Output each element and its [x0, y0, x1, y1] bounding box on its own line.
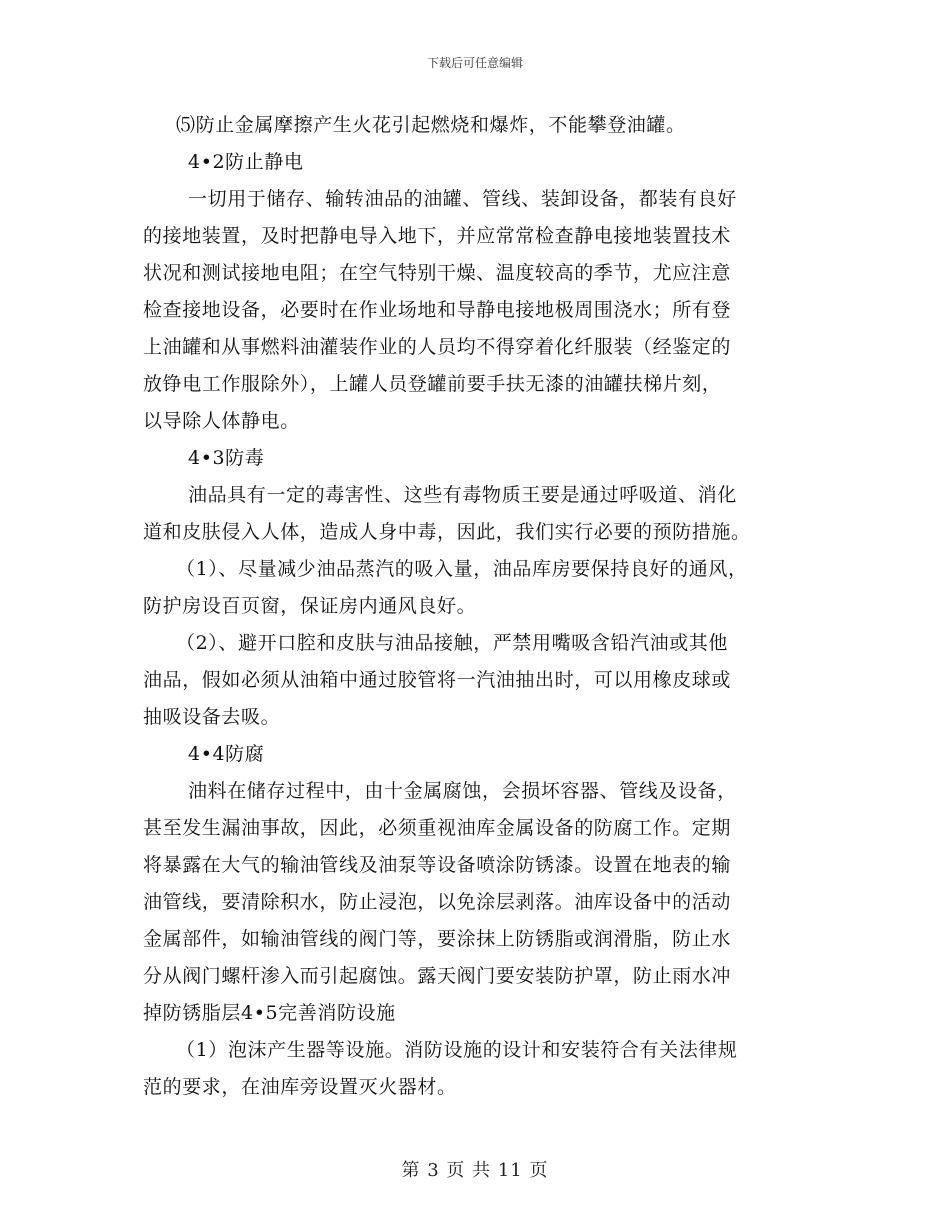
paragraph-line: 抽吸设备去吸。: [143, 706, 281, 728]
page-header: 下载后可任意编辑: [426, 56, 523, 70]
paragraph-line: 油料在储存过程中，由十金属腐蚀，会损坏容器、管线及设备，: [188, 780, 737, 802]
paragraph-line: 一切用于储存、输转油品的油罐、管线、装卸设备，都装有良好: [188, 188, 737, 210]
paragraph-line: 分从阀门螺杆渗入而引起腐蚀。露天阀门要安装防护罩，防止雨水冲: [143, 965, 732, 987]
paragraph-line: 油品具有一定的毒害性、这些有毒物质王要是通过呼吸道、消化: [188, 484, 737, 506]
paragraph-line: 油品，假如必须从油箱中通过胶管将一汽油抽出时，可以用橡皮球或: [143, 669, 732, 691]
paragraph-line: ⑸防止金属摩擦产生火花引起燃烧和爆炸，不能攀登油罐。: [176, 114, 686, 136]
paragraph-line: （1）泡沫产生器等设施。消防设施的设计和安装符合有关法律规: [176, 1039, 738, 1061]
paragraph-line: 金属部件，如输油管线的阀门等，要涂抹上防锈脂或润滑脂，防止水: [143, 928, 732, 950]
paragraph-line: （2）、避开口腔和皮肤与油品接触，严禁用嘴吸含铅汽油或其他: [176, 632, 728, 654]
paragraph-line: 的接地装置，及时把静电导入地下，并应常常检查静电接地装置技术: [143, 225, 732, 247]
paragraph-line: （1）、尽量减少油品蒸汽的吸入量，油品库房要保持良好的通风，: [176, 558, 748, 580]
paragraph-line: 掉防锈脂层4•5完善消防设施: [143, 1002, 396, 1024]
page-footer: 第 3 页 共 11 页: [401, 1160, 549, 1181]
section-heading: 4•2防止静电: [188, 151, 304, 173]
paragraph-line: 防护房设百页窗，保证房内通风良好。: [143, 595, 477, 617]
paragraph-line: 将暴露在大气的输油管线及油泵等设备喷涂防锈漆。设置在地表的输: [143, 854, 732, 876]
paragraph-line: 放铮电工作服除外），上罐人员登罐前要手扶无漆的油罐扶梯片刻，: [143, 373, 722, 395]
paragraph-line: 状况和测试接地电阻；在空气特别干燥、温度较高的季节，尤应注意: [143, 262, 732, 284]
paragraph-line: 范的要求，在油库旁设置灭火器材。: [143, 1076, 457, 1098]
paragraph-line: 油管线，要清除积水，防止浸泡，以免涂层剥落。油库设备中的活动: [143, 891, 732, 913]
paragraph-line: 上油罐和从事燃料油灌装作业的人员均不得穿着化纤服装（经鉴定的: [143, 336, 732, 358]
section-heading: 4•3防毒: [188, 447, 265, 469]
paragraph-line: 以导除人体静电。: [143, 410, 300, 432]
paragraph-line: 道和皮肤侵入人体，造成人身中毒，因此，我们实行必要的预防措施。: [143, 521, 751, 543]
paragraph-line: 检查接地设备，必要时在作业场地和导静电接地极周围浇水；所有登: [143, 299, 732, 321]
paragraph-line: 甚至发生漏油事故，因此，必须重视油库金属设备的防腐工作。定期: [143, 817, 732, 839]
section-heading: 4•4防腐: [188, 743, 265, 765]
